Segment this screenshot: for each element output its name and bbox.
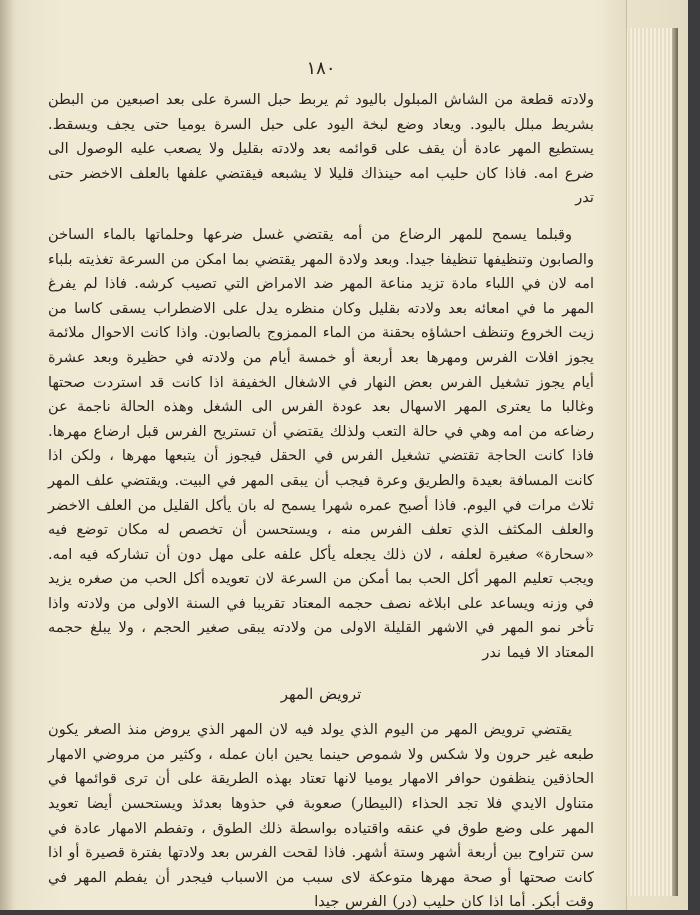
gutter-shadow (0, 0, 14, 910)
page-text (48, 58, 594, 911)
section-heading: ترويض المهر (280, 684, 362, 703)
page-number: ١٨٠ (306, 58, 336, 79)
paragraph-continuation: ولادته قطعة من الشاش المبلول باليود ثم يربط حبل السرة على بعد اصبعين من البطن بشريط مبلل باليود. ويعاد وضع لبخة اليود على حبل السرة يوميا حتى يجف ويسقط. يستطيع المهر عادة أن يقف على قوائمه بعد ولادته بقليل ولا يصعب عليه الوصول الى ضرع امه. فاذا كان حليب امه حينذاك قليلا لا يشبعه فيقتضي علفها بالعلف الاخضر حتى تدر (48, 91, 594, 207)
paragraph-training: يقتضي ترويض المهر من اليوم الذي يولد فيه لان المهر الذي يروض منذ الصغر يكون طبعه غير حرون ولا شكس ولا شموص حينما يحين ابان عمله ، وكثير من مروضي الامهار الحاذقين ينظفون حوافر الامهار يوميا لانها تعتاد بهذه الطريقة على أن ترى قوائمها في متناول الايدي فلا تجد الحذاء (البيطار) صعوبة في حذوها بعدئذ ويستحسن أيضا تعويد المهر على وضع طوق في عنقه واقتياده بواسطة ذلك الطوق ، وتفطم الامهار عادة في سن تتراوح بين أربعة أشهر وستة أشهر. فاذا لقحت الفرس بعد ولادتها بفترة قصيرة أو اذا كانت صحتها أو صحة مهرها متوعكة لاى سبب من الاسباب فيجدر أن يفطم المهر في وقت أبكر. أما اذا كان حليب (در) الفرس جيدا (48, 721, 594, 911)
paragraph-nursing: وقبلما يسمح للمهر الرضاع من أمه يقتضي غسل ضرعها وحلماتها بالماء الساخن والصابون وتنظيفها تنظيفا جيدا. وبعد ولادة المهر يقتضي بما امكن من السرعة تغذيته بلباء امه لان في اللباء مادة تزيد مناعة المهر ضد الامراض التي تصيب كرشه. فاذا لم يفرغ المهر ما في امعائه بعد ولادته بقليل وكان منظره يدل على الاضطراب يسقى كاسا من زيت الخروع وتنظف احشاؤه بحقنة من الماء الممزوج بالصابون. واذا كانت الاحوال ملائمة يجوز افلات الفرس ومهرها بعد أربعة أو خمسة أيام من ولادته في حظيرة وبعد عشرة أيام يجوز تشغيل الفرس بعض النهار في الاشغال الخفيفة اذا كانت قد استردت صحتها وغالبا ما يعترى المهر الاسهال بعد عودة الفرس الى الشغل وهذه الحالة ناجمة عن رضاعه من امه وهي في حالة التعب ولذلك يقتضي أن تستريح الفرس قبل ارضاع مهرها. فاذا كانت الحاجة تقتضي تشغيل الفرس في الحقل فيجوز أن يتبعها مهرها ، ولكن اذا كانت المسافة بعيدة والطريق وعرة فيجب أن يبقى المهر في البيت. ويقتضي علف المهر ثلاث مرات في اليوم. فاذا أصبح عمره شهرا يسمح له بان يأكل القليل من العلف الاخضر والعلف المكثف الذي تعلف الفرس منه ، ويستحسن أن تخصص له مكان توضع فيه «سحارة» صغيرة لعلفه ، لان ذلك يجعله يأكل علفه على مهل دون أن تشاركه فيه امه. ويجب تعليم المهر أكل الحب بما أمكن من السرعة لان تعويده أكل الحب من صغره يزيد في وزنه ويساعد على ابلاغه نصف حجمه المعتاد تقريبا في السنة الاولى من ولادته واذا تأخر نمو المهر في الاشهر القليلة الاولى من ولادته يبقى صغير الحجم ، ولا يبلغ حجمه المعتاد الا فيما ندر (48, 225, 594, 662)
